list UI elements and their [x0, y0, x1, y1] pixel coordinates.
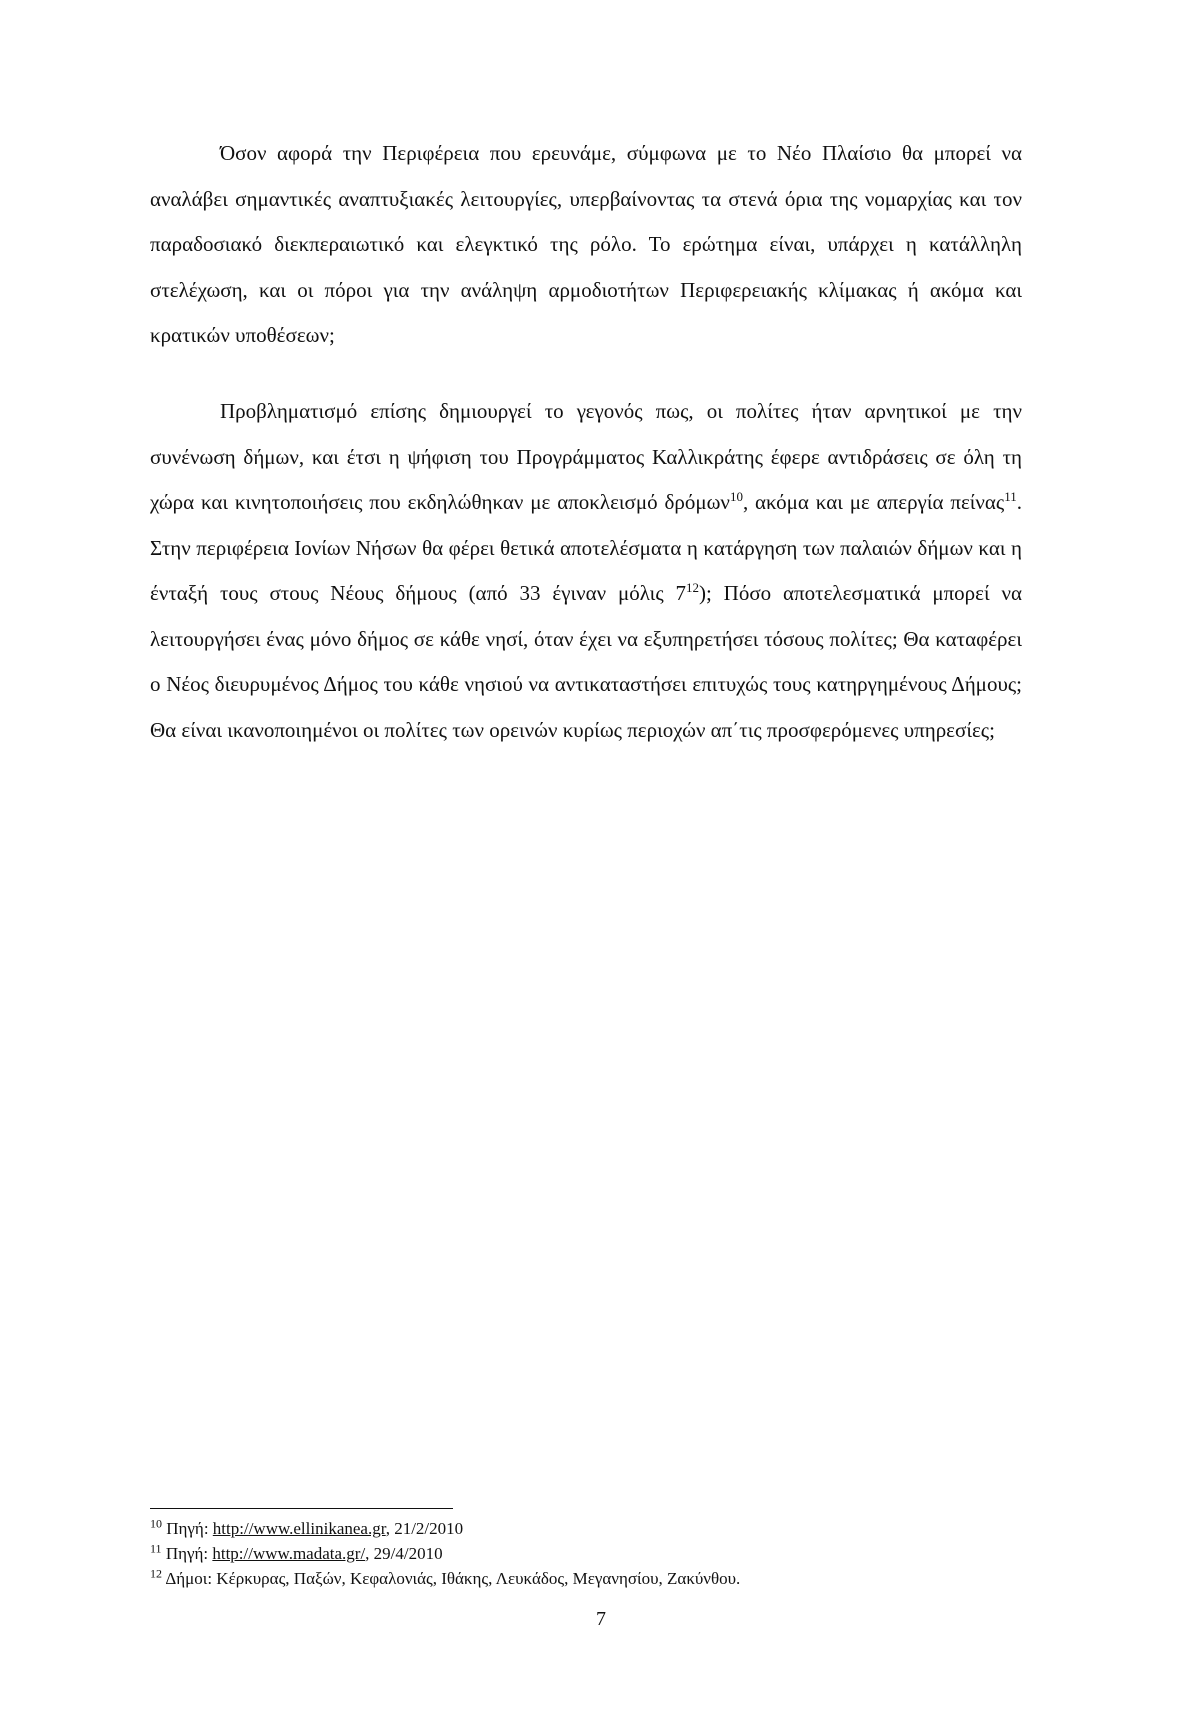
paragraph-1-text: Όσον αφορά την Περιφέρεια που ερευνάμε, σύμφωνα με το Νέο Πλαίσιο θα μπορεί να αναλάβει σημαντικές αναπτυξιακές λειτουργίες, υπερβαίνοντας τα στενά όρια της νομαρχίας και τον παραδοσιακό διεκπεραιωτικό και ελεγκτικό της ρόλο. Το ερώτημα είναι, υπάρχει η κατάλληλη στελέχωση, και οι πόροι για την ανάληψη αρμοδιοτήτων Περιφερειακής κλίμακας ή ακόμα και κρατικών υποθέσεων;: [150, 141, 1022, 347]
footnote-12: [150, 1566, 1050, 1591]
footnote-number: 11: [150, 1541, 162, 1556]
footnote-date: , 29/4/2010: [365, 1544, 443, 1563]
footnote-link[interactable]: http://www.madata.gr/: [212, 1544, 366, 1563]
footnote-number: 10: [150, 1516, 162, 1531]
footnotes: [150, 1516, 1050, 1591]
footnote-label: Πηγή:: [165, 1544, 213, 1563]
paragraph-2-text-c: . Στην περιφέρεια Ιονίων Νήσων θα φέρει θετικά αποτελέσματα η κατάργηση των παλαιών δήμων και η ένταξή τους στους Νέους δήμους (από 33 έγιναν μόλις 7: [150, 490, 1023, 605]
footnote-date: , 21/2/2010: [385, 1519, 464, 1538]
footnote-ref-12[interactable]: 12: [686, 580, 699, 595]
paragraph-1: [150, 131, 1022, 359]
footnote-ref-10[interactable]: 10: [729, 489, 743, 504]
footnote-link[interactable]: http://www.ellinikanea.gr: [212, 1519, 386, 1538]
footnote-10: [150, 1516, 1050, 1541]
paragraph-2: [150, 389, 1022, 753]
footnote-label: Πηγή:: [166, 1519, 213, 1538]
footnote-11: [150, 1541, 1050, 1566]
paragraph-2-text-b: , ακόμα και με απεργία πείνας: [742, 490, 1005, 514]
footnote-ref-11[interactable]: 11: [1004, 489, 1017, 504]
footnote-separator: [150, 1508, 453, 1509]
paragraph-2-text-a: Προβληματισμό επίσης δημιουργεί το γεγονός πως, οι πολίτες ήταν αρνητικοί με την συνένωση δήμων, και έτσι η ψήφιση του Προγράμματος Καλλικράτης έφερε αντιδράσεις σε όλη τη χώρα και κινητοποιήσεις που εκδηλώθηκαν με αποκλεισμό δρόμων: [150, 399, 1022, 514]
paragraph-2-text-d: ); Πόσο αποτελεσματικά μπορεί να λειτουργήσει ένας μόνο δήμος σε κάθε νησί, όταν έχει να εξυπηρετήσει τόσους πολίτες; Θα καταφέρει ο Νέος διευρυμένος Δήμος του κάθε νησιού να αντικαταστήσει επιτυχώς τους κατηργημένους Δήμους; Θα είναι ικανοποιημένοι οι πολίτες των ορεινών κυρίως περιοχών απ΄τις προσφερόμενες υπηρεσίες;: [150, 581, 1022, 742]
page-number: 7: [596, 1608, 606, 1630]
footnote-text: Δήμοι: Κέρκυρας, Παξών, Κεφαλονιάς, Ιθάκης, Λευκάδος, Μεγανησίου, Ζακύνθου.: [165, 1569, 741, 1588]
footnote-number: 12: [150, 1566, 162, 1581]
